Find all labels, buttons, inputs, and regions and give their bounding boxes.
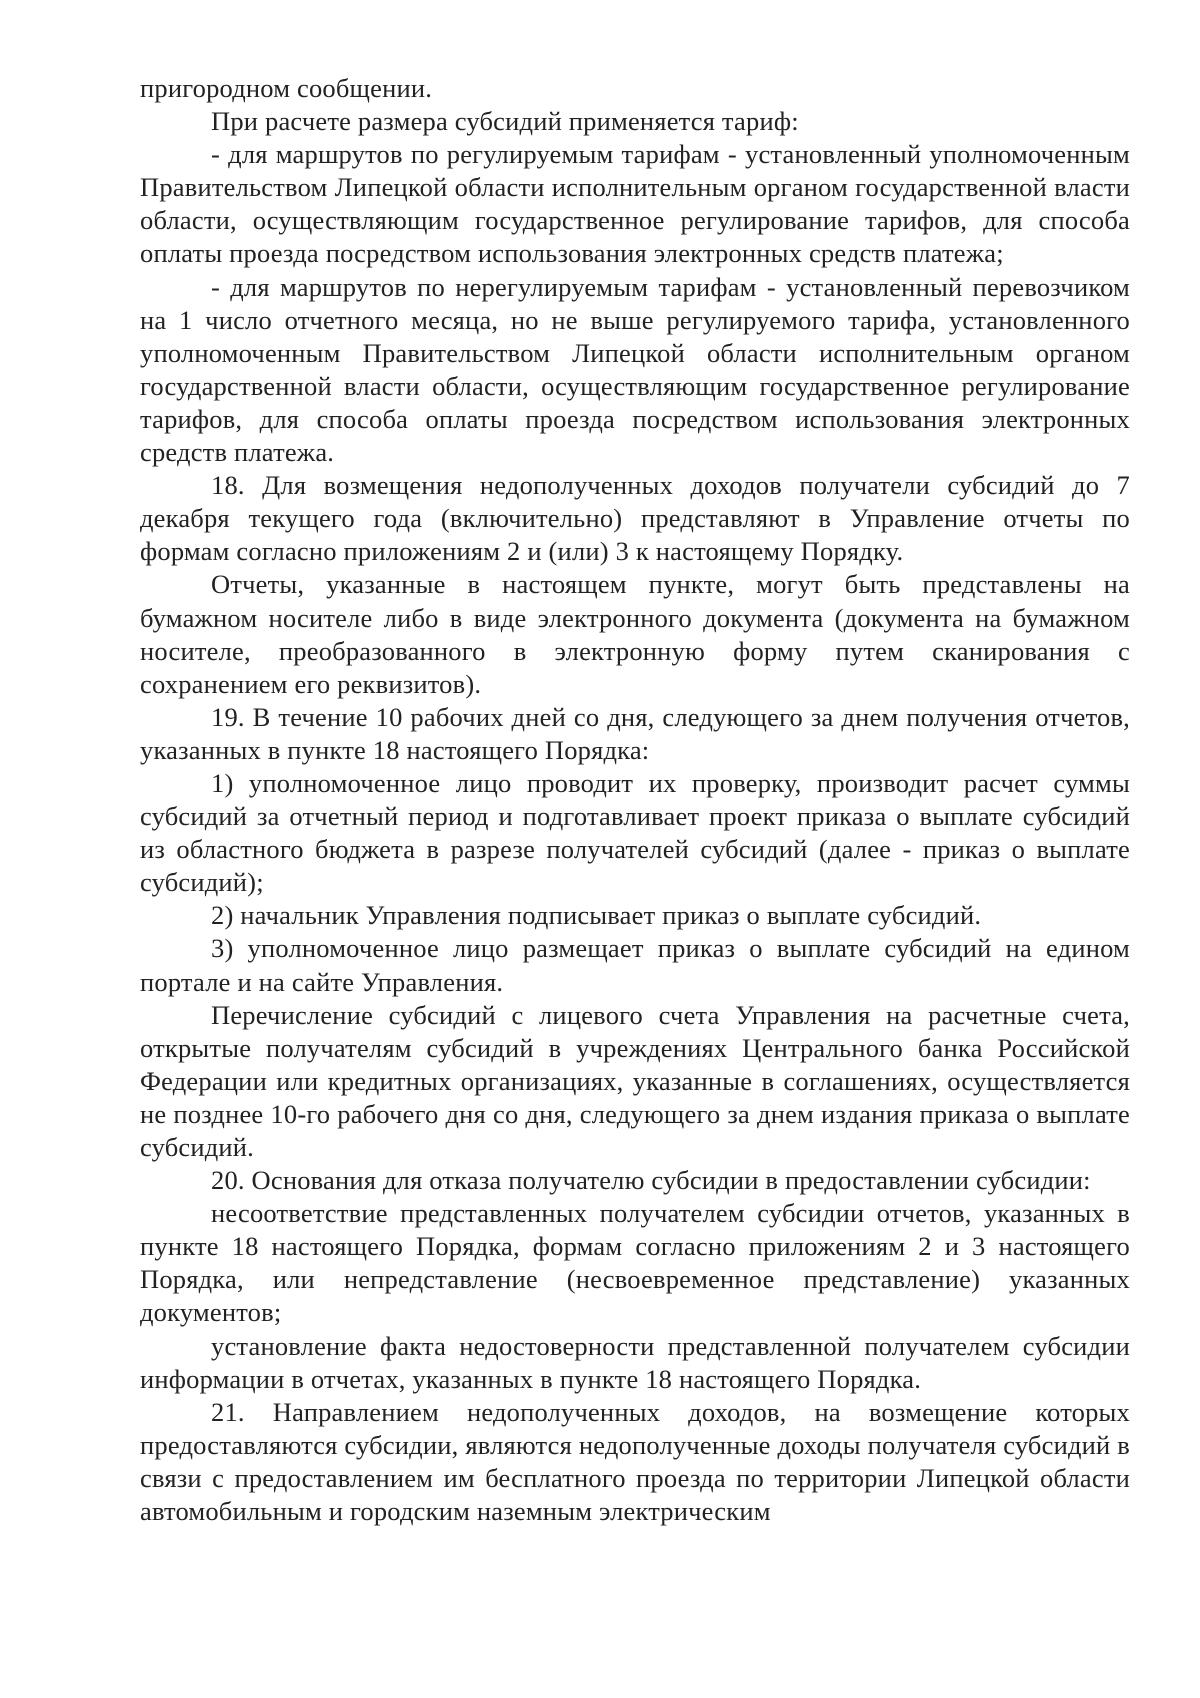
paragraph: Перечисление субсидий с лицевого счета Управления на расчетные счета, открытые получателям субсидий в учреждениях Центрального банка Российской Федерации или кредитных организациях, указанные в соглашениях, осуществляется не позднее 10-го рабочего дня со дня, следующего за днем издания приказа о выплате субсидий. (140, 999, 1130, 1162)
paragraph: пригородном сообщении. (140, 73, 433, 103)
paragraph: - для маршрутов по регулируемым тарифам - установленный уполномоченным Правительством Липецкой области исполнительным органом государственной власти области, осуществляющим государственное регулирование тарифов, для способа оплаты проезда посредством использования электронных средств платежа; (140, 139, 1130, 269)
paragraph: 21. Направлением недополученных доходов, на возмещение которых предоставляются субсидии, являются недополученные доходы получателя субсидий в связи с предоставлением им бесплатного проезда по территории Липецкой области автомобильным и городским наземным электрическим (140, 1396, 1130, 1527)
paragraph: 19. В течение 10 рабочих дней со дня, следующего за днем получения отчетов, указанных в пункте 18 настоящего Порядка: (140, 701, 1130, 765)
document-body (140, 72, 1130, 1528)
paragraph: 2) начальник Управления подписывает приказ о выплате субсидий. (211, 900, 982, 931)
paragraph: 3) уполномоченное лицо размещает приказ о выплате субсидий на едином портале и на сайте Управления. (140, 933, 1130, 997)
paragraph: - для маршрутов по нерегулируемым тарифам - установленный перевозчиком на 1 число отчетного месяца, но не выше регулируемого тарифа, установленного уполномоченным Правительством Липецкой области исполнительным органом государственной власти области, осуществляющим государственное регулирование тарифов, для способа оплаты проезда посредством использования электронных средств платежа. (140, 271, 1130, 468)
paragraph: несоответствие представленных получателем субсидии отчетов, указанных в пункте 18 настоящего Порядка, формам согласно приложениям 2 и 3 настоящего Порядка, или непредставление (несвоевременное представление) указанных документов; (140, 1198, 1130, 1328)
paragraph: При расчете размера субсидий применяется тариф: (211, 106, 799, 137)
paragraph: 18. Для возмещения недополученных доходов получатели субсидий до 7 декабря текущего года (включительно) представляют в Управление отчеты по формам согласно приложениям 2 и (или) 3 к настоящему Порядку. (140, 470, 1130, 567)
paragraph: Отчеты, указанные в настоящем пункте, могут быть представлены на бумажном носителе либо в виде электронного документа (документа на бумажном носителе, преобразованного в электронную форму путем сканирования с сохранением его реквизитов). (140, 569, 1130, 699)
paragraph: 20. Основания для отказа получателю субсидии в предоставлении субсидии: (211, 1165, 1091, 1196)
paragraph: 1) уполномоченное лицо проводит их проверку, производит расчет суммы субсидий за отчетный период и подготавливает проект приказа о выплате субсидий из областного бюджета в разрезе получателей субсидий (далее - приказ о выплате субсидий); (140, 767, 1130, 898)
paragraph: установление факта недостоверности представленной получателем субсидии информации в отчетах, указанных в пункте 18 настоящего Порядка. (140, 1330, 1130, 1394)
